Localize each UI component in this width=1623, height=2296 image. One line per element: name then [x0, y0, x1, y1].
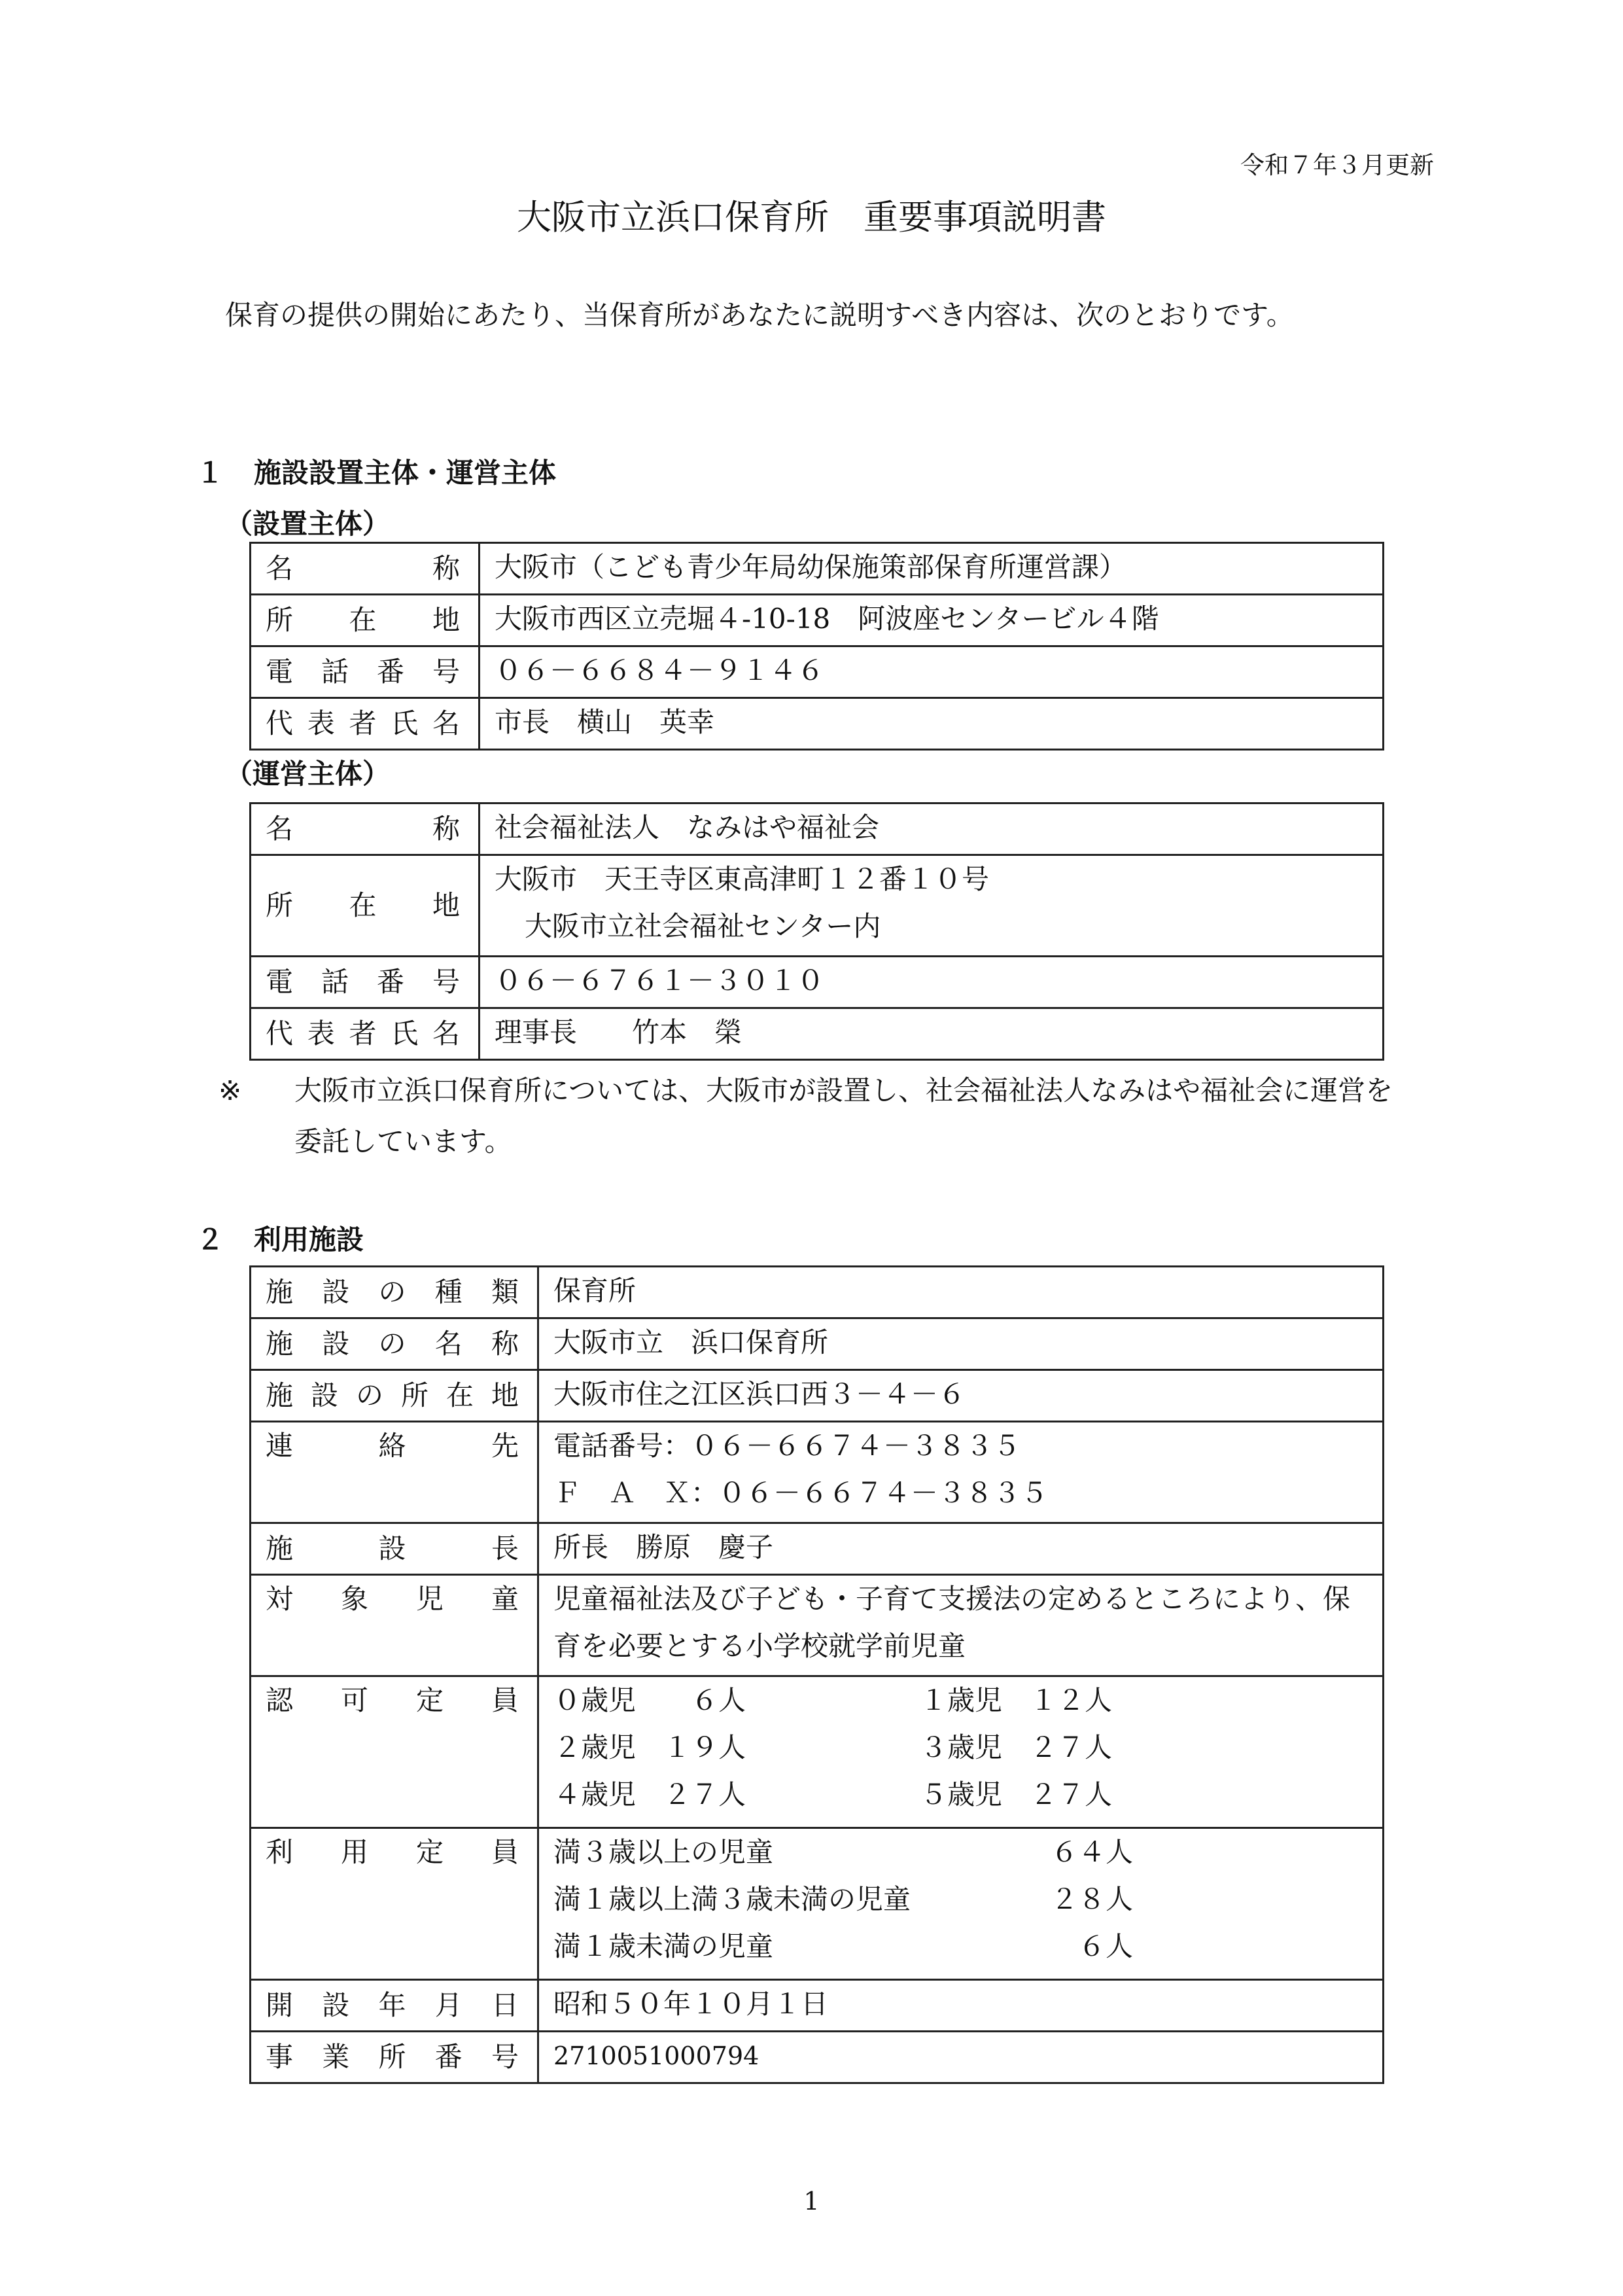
- table-row: [251, 1008, 1384, 1060]
- table-row: [251, 1575, 1384, 1676]
- operation-note: [218, 1065, 1396, 1167]
- operator-rep-value: 理事長 竹本 榮: [480, 1008, 1384, 1060]
- label-char: 地: [491, 1379, 519, 1411]
- label-char: 象: [340, 1583, 368, 1615]
- office-no-label: [251, 2032, 538, 2083]
- label-char: の: [355, 1379, 383, 1411]
- label-char: 地: [432, 889, 460, 921]
- target-value: 児童福祉法及び子ども・子育て支援法の定めるところにより、保育を必要とする小学校就学前児童: [538, 1575, 1384, 1676]
- label-char: 者: [349, 707, 377, 739]
- section2-number: ２: [196, 1224, 224, 1256]
- operator-subheading: （運営主体）: [225, 758, 391, 790]
- label-char: 号: [491, 2041, 519, 2073]
- facility-name-value: 大阪市立 浜口保育所: [538, 1318, 1384, 1370]
- usage-group: 満３歳以上の児童: [553, 1836, 774, 1868]
- usage-group: 満１歳以上満３歳未満の児童: [553, 1883, 911, 1915]
- capacity-value: [538, 1676, 1384, 1828]
- label-char: 者: [349, 1017, 377, 1050]
- table-row: [251, 1318, 1384, 1370]
- table-row: [251, 957, 1384, 1008]
- label-char: の: [378, 1328, 406, 1360]
- facility-address-label: [251, 1370, 538, 1422]
- label-char: 利: [266, 1836, 294, 1868]
- age-label: ５歳児: [920, 1778, 1003, 1810]
- usage-row: [553, 1876, 1382, 1923]
- label-char: 児: [415, 1583, 444, 1615]
- operator-phone-value: ０６－６７６１－３０１０: [480, 957, 1384, 1008]
- director-label: [251, 1523, 538, 1575]
- facility-address-value: 大阪市住之江区浜口西３－４－６: [538, 1370, 1384, 1422]
- age-label: ４歳児: [553, 1778, 637, 1810]
- contact-fax: Ｆ Ａ Ｘ：０６－６６７４－３８３５: [553, 1477, 1049, 1509]
- establisher-address-label: [251, 595, 480, 646]
- section1-number: １: [196, 457, 224, 489]
- age-label: １歳児: [920, 1684, 1003, 1716]
- table-row: [251, 646, 1384, 698]
- label-char: 開: [266, 1989, 294, 2021]
- capacity-label: [251, 1676, 538, 1828]
- label-char: 設: [322, 1989, 350, 2021]
- table-row: [251, 1980, 1384, 2032]
- label-char: 番: [376, 656, 404, 688]
- usage-value: [538, 1828, 1384, 1980]
- usage-count: ２８人: [1051, 1883, 1134, 1915]
- establisher-table: [249, 542, 1384, 751]
- label-char: 表: [307, 707, 335, 739]
- capacity-cell: [553, 1771, 920, 1818]
- usage-count: ６人: [1078, 1930, 1134, 1962]
- update-date: 令和７年３月更新: [1240, 151, 1434, 179]
- label-char: 日: [491, 1989, 519, 2021]
- label-char: 設: [322, 1276, 350, 1308]
- establisher-phone-label: [251, 646, 480, 698]
- facility-table: [249, 1265, 1384, 2084]
- capacity-cell: [920, 1677, 1286, 1724]
- label-char: 所: [266, 889, 294, 921]
- age-count: ２７人: [1030, 1731, 1113, 1763]
- label-char: 称: [432, 813, 460, 845]
- age-count: １９人: [663, 1731, 746, 1763]
- table-row: [251, 1370, 1384, 1422]
- label-char: 類: [491, 1276, 519, 1308]
- label-char: 童: [491, 1583, 519, 1615]
- table-row: [251, 1676, 1384, 1828]
- note-text: 大阪市立浜口保育所については、大阪市が設置し、社会福祉法人なみはや福祉会に運営を委託しています。: [294, 1074, 1393, 1157]
- table-row: [251, 855, 1384, 957]
- document-title: 大阪市立浜口保育所 重要事項説明書: [517, 198, 1106, 238]
- label-char: 所: [400, 1379, 428, 1411]
- establisher-subheading: （設置主体）: [225, 508, 391, 540]
- operator-name-value: 社会福祉法人 なみはや福祉会: [480, 804, 1384, 855]
- label-char: 定: [415, 1836, 444, 1868]
- establisher-address-value: 大阪市西区立売堀４-10-18 阿波座センタービル４階: [480, 595, 1384, 646]
- operator-address-label: [251, 855, 480, 957]
- operator-table: [249, 802, 1384, 1061]
- label-char: 名: [434, 1328, 462, 1360]
- label-char: 設: [322, 1328, 350, 1360]
- usage-count: ６４人: [1051, 1836, 1134, 1868]
- capacity-row: [553, 1677, 1382, 1724]
- label-char: 代: [266, 707, 294, 739]
- table-row: [251, 1267, 1384, 1318]
- capacity-cell: [920, 1724, 1286, 1771]
- label-char: 設: [310, 1379, 338, 1411]
- label-char: 電: [266, 656, 294, 688]
- section2-heading: [196, 1218, 364, 1258]
- age-count: ２７人: [663, 1778, 746, 1810]
- label-char: 施: [266, 1276, 294, 1308]
- label-char: 所: [378, 2041, 406, 2073]
- label-char: 用: [340, 1836, 368, 1868]
- label-char: の: [378, 1276, 406, 1308]
- label-char: 施: [266, 1328, 294, 1360]
- contact-value: [538, 1422, 1384, 1523]
- label-char: 月: [434, 1989, 462, 2021]
- facility-name-label: [251, 1318, 538, 1370]
- label-char: 員: [491, 1684, 519, 1716]
- table-row: [251, 1422, 1384, 1523]
- label-char: 連: [266, 1430, 294, 1462]
- label-char: 業: [322, 2041, 350, 2073]
- label-char: 員: [491, 1836, 519, 1868]
- capacity-cell: [553, 1724, 920, 1771]
- establisher-name-value: 大阪市（こども青少年局幼保施策部保育所運営課）: [480, 543, 1384, 595]
- label-char: 号: [432, 966, 460, 998]
- usage-group: 満１歳未満の児童: [553, 1930, 774, 1962]
- table-row: [251, 1828, 1384, 1980]
- target-label: [251, 1575, 538, 1676]
- label-char: 施: [266, 1379, 294, 1411]
- establisher-rep-value: 市長 横山 英幸: [480, 698, 1384, 750]
- label-char: 代: [266, 1017, 294, 1050]
- capacity-row: [553, 1771, 1382, 1818]
- label-char: 番: [376, 966, 404, 998]
- facility-type-value: 保育所: [538, 1267, 1384, 1318]
- section2-title: 利用施設: [254, 1224, 364, 1256]
- age-count: １２人: [1030, 1684, 1113, 1716]
- section1-title: 施設設置主体・運営主体: [254, 457, 557, 489]
- contact-label: [251, 1422, 538, 1523]
- label-char: 在: [445, 1379, 474, 1411]
- label-char: 氏: [391, 1017, 419, 1050]
- address-line2: 大阪市立社会福祉センター内: [525, 910, 881, 942]
- intro-paragraph: 保育の提供の開始にあたり、当保育所があなたに説明すべき内容は、次のとおりです。: [225, 299, 1294, 331]
- label-char: 在: [349, 604, 377, 636]
- opened-label: [251, 1980, 538, 2032]
- label-char: 氏: [391, 707, 419, 739]
- label-char: 号: [432, 656, 460, 688]
- capacity-cell: [920, 1771, 1286, 1818]
- director-value: 所長 勝原 慶子: [538, 1523, 1384, 1575]
- label-char: 名: [266, 552, 294, 584]
- label-char: 電: [266, 966, 294, 998]
- label-char: 可: [340, 1684, 368, 1716]
- section1-heading: [196, 451, 556, 491]
- label-char: 定: [415, 1684, 444, 1716]
- operator-phone-label: [251, 957, 480, 1008]
- opened-value: 昭和５０年１０月１日: [538, 1980, 1384, 2032]
- label-char: 名: [432, 707, 460, 739]
- label-char: 称: [432, 552, 460, 584]
- label-char: 在: [349, 889, 377, 921]
- label-char: 対: [266, 1583, 294, 1615]
- label-char: 施: [266, 1532, 294, 1564]
- table-row: [251, 804, 1384, 855]
- office-no-value: 2710051000794: [538, 2032, 1384, 2083]
- label-char: 名: [432, 1017, 460, 1050]
- facility-type-label: [251, 1267, 538, 1318]
- label-char: 話: [321, 656, 349, 688]
- operator-address-value: [480, 855, 1384, 957]
- label-char: 番: [434, 2041, 462, 2073]
- page-number: 1: [803, 2187, 820, 2216]
- capacity-cell: [553, 1677, 920, 1724]
- address-line1: 大阪市 天王寺区東高津町１２番１０号: [495, 863, 990, 895]
- table-row: [251, 698, 1384, 750]
- table-row: [251, 2032, 1384, 2083]
- contact-tel: 電話番号：０６－６６７４－３８３５: [553, 1430, 1021, 1462]
- establisher-phone-value: ０６－６６８４－９１４６: [480, 646, 1384, 698]
- label-char: 種: [434, 1276, 462, 1308]
- label-char: 表: [307, 1017, 335, 1050]
- table-row: [251, 543, 1384, 595]
- establisher-name-label: [251, 543, 480, 595]
- establisher-rep-label: [251, 698, 480, 750]
- table-row: [251, 595, 1384, 646]
- label-char: 認: [266, 1684, 294, 1716]
- age-label: ０歳児: [553, 1684, 637, 1716]
- label-char: 絡: [378, 1430, 406, 1462]
- label-char: 称: [491, 1328, 519, 1360]
- age-label: ２歳児: [553, 1731, 637, 1763]
- operator-rep-label: [251, 1008, 480, 1060]
- label-char: 先: [491, 1430, 519, 1462]
- table-row: [251, 1523, 1384, 1575]
- label-char: 地: [432, 604, 460, 636]
- label-char: 事: [266, 2041, 294, 2073]
- operator-name-label: [251, 804, 480, 855]
- label-char: 所: [266, 604, 294, 636]
- label-char: 話: [321, 966, 349, 998]
- label-char: 年: [378, 1989, 406, 2021]
- usage-row: [553, 1829, 1382, 1876]
- label-char: 設: [378, 1532, 406, 1564]
- capacity-row: [553, 1724, 1382, 1771]
- label-char: 名: [266, 813, 294, 845]
- usage-label: [251, 1828, 538, 1980]
- age-label: ３歳児: [920, 1731, 1003, 1763]
- note-mark: ※: [218, 1074, 242, 1106]
- age-count: ２７人: [1030, 1778, 1113, 1810]
- label-char: 長: [491, 1532, 519, 1564]
- usage-row: [553, 1923, 1382, 1970]
- age-count: ６人: [691, 1684, 746, 1716]
